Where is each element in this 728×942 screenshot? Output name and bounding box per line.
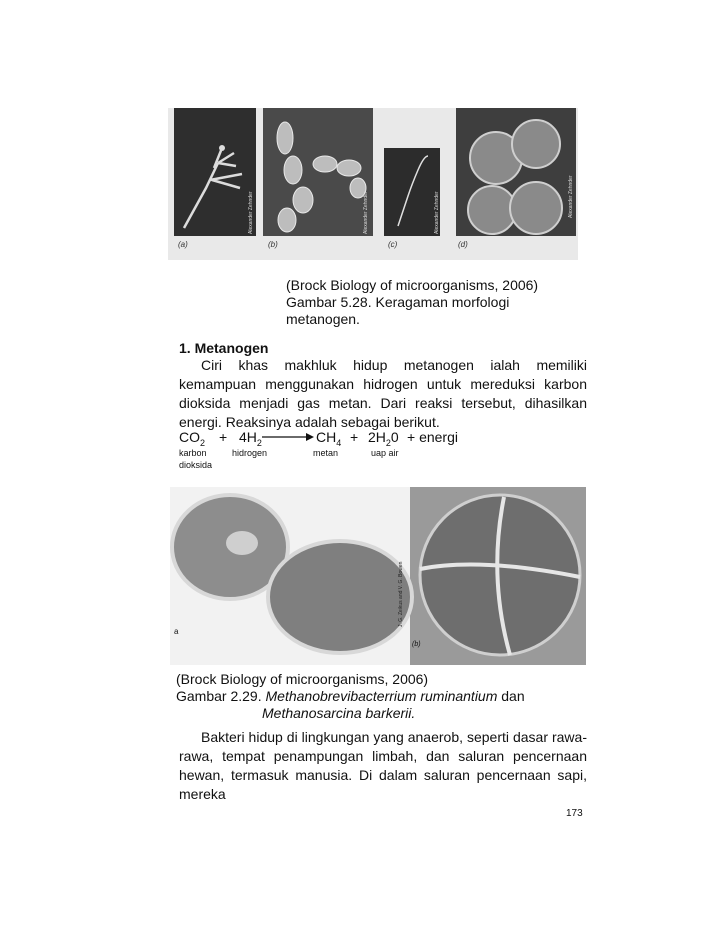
label-uap-air: uap air <box>371 448 399 458</box>
panel-label-d: (d) <box>458 240 468 249</box>
micrograph-panel-a <box>174 108 256 236</box>
figure-morphology-methanogens <box>168 108 578 260</box>
tem-micrograph-image <box>170 487 586 665</box>
body-paragraph-2 <box>179 728 587 804</box>
reaction-arrow-icon <box>262 431 314 443</box>
panel-label-b: (b) <box>412 641 421 648</box>
micrograph-panel-b <box>263 108 373 236</box>
caption-species-2: Methanosarcina barkerii. <box>262 705 416 721</box>
figure-methanogen-tem <box>170 487 586 665</box>
section-heading: 1. Metanogen <box>179 340 269 356</box>
eq-plus-2: + <box>350 429 359 445</box>
figure-caption-1 <box>286 277 586 327</box>
micrograph-panel-d <box>456 108 576 236</box>
label-metan: metan <box>313 448 339 458</box>
page-number: 173 <box>566 808 583 819</box>
eq-h2: $4H_2$ <box>239 429 262 448</box>
panel-label-c: (c) <box>388 240 398 249</box>
spiral-cell-image <box>384 148 440 236</box>
coccus-cells-image <box>456 108 576 236</box>
filament-cells-image <box>174 108 256 236</box>
eq-energy: + energi <box>407 429 458 445</box>
eq-co2: $CO_2$ <box>179 429 206 448</box>
label-dioksida: dioksida <box>179 460 213 470</box>
panel-label-a: a <box>174 627 179 636</box>
credit-label: Alexander Zehnder <box>568 175 574 218</box>
caption-source: (Brock Biology of microorganisms, 2006) <box>176 671 429 687</box>
paragraph-text: Bakteri hidup di lingkungan yang anaerob, seperti dasar rawa-rawa, tempat penampungan limbah, dan saluran pencernaan hewan, termasuk manusia. Di dalam saluran pencernaan sapi, mereka <box>179 729 587 802</box>
panel-label-b: (b) <box>268 240 278 249</box>
eq-ch4: $CH_4$ <box>316 429 342 448</box>
eq-water: $2H_20$ <box>368 429 399 448</box>
credit-label: Alexander Zehnder <box>363 191 369 234</box>
caption-title: Gambar 5.28. Keragaman morfologi <box>286 294 510 310</box>
caption-title: Gambar 2.29. Methanobrevibacterrium ruminantium dan <box>176 688 525 704</box>
credit-label: Alexander Zehnder <box>434 191 440 234</box>
label-hidrogen: hidrogen <box>232 448 268 458</box>
caption-source: (Brock Biology of microorganisms, 2006) <box>286 277 539 293</box>
paragraph-text: Ciri khas makhluk hidup metanogen ialah memiliki kemampuan menggunakan hidrogen untuk mereduksi karbon dioksida menjadi gas metan. Dari reaksi tersebut, dihasilkan energi. Reaksinya adalah sebagai berikut. <box>179 357 587 430</box>
section-paragraph <box>179 356 587 432</box>
eq-plus-1: + <box>219 429 228 445</box>
caption-title-cont: metanogen. <box>286 311 360 327</box>
credit-label: Alexander Zehnder <box>248 191 254 234</box>
credit-label: J. G. Zeikus and V. G. Bowen <box>398 561 404 627</box>
panel-label-a: (a) <box>178 240 188 249</box>
rod-cells-image <box>263 108 373 236</box>
label-karbon: karbon <box>179 448 207 458</box>
micrograph-panel-c <box>384 148 440 236</box>
figure-caption-2 <box>176 671 525 722</box>
